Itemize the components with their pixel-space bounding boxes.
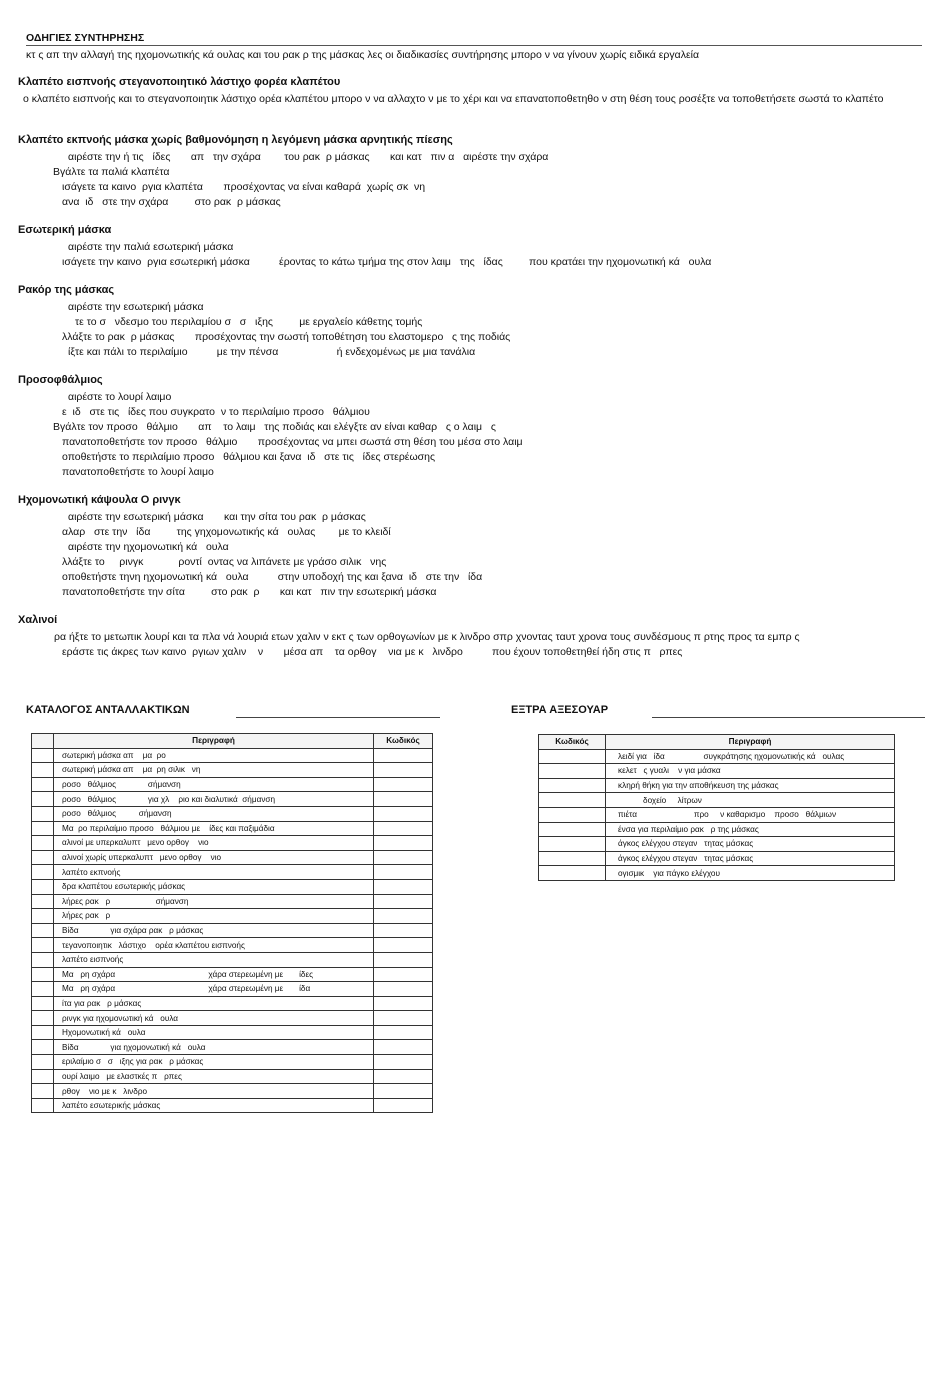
intro-text: κτ ς απ την αλλαγή της ηχομονωτικής κά ουλας και του ρακ ρ της μάσκας λες οι διαδικασίες συντήρησης μπορο ν να γίνουν χωρίς ειδικά εργαλεία [26, 49, 700, 61]
instruction-line: ε ιδ στε τις ίδες που συγκρατο ν το περιλαίμιο προσο θάλμιου [62, 406, 370, 418]
row-code [374, 1084, 433, 1099]
row-description: δοχείο λίτρων [606, 793, 895, 808]
instruction-line: αιρέστε το λουρί λαιμο [68, 391, 172, 403]
table-row [32, 1040, 433, 1055]
row-index-cell [32, 982, 54, 997]
row-description: ροσο θάλμιος για χλ ριο και διαλυτικά σήμανση [54, 792, 374, 807]
row-index-cell [32, 1055, 54, 1070]
row-description: άγκος ελέγχου στεγαν τητας μάσκας [606, 851, 895, 866]
instruction-line: Βγάλτε τον προσο θάλμιο απ το λαιμ της ποδιάς και ελέγξτε αν είναι καθαρ ς ο λαιμ ς [53, 421, 496, 433]
row-index-cell [32, 821, 54, 836]
instruction-line: πανατοποθετήστε τον προσο θάλμιο προσέχοντας να μπει σωστά στη θέση του μέσα στο λαιμ [62, 436, 523, 448]
table-row [32, 1055, 433, 1070]
row-code [374, 952, 433, 967]
table-row [32, 1084, 433, 1099]
row-code [374, 748, 433, 763]
table-row [32, 894, 433, 909]
section-title: Ρακόρ της μάσκας [18, 284, 115, 296]
section [18, 614, 933, 660]
instruction-line: ανα ιδ στε την σχάρα στο ρακ ρ μάσκας [62, 196, 281, 208]
row-code [374, 967, 433, 982]
table-row [32, 792, 433, 807]
row-code [374, 792, 433, 807]
row-code [374, 996, 433, 1011]
row-index-cell [32, 792, 54, 807]
row-index-cell [32, 777, 54, 792]
row-description: άγκος ελέγχου στεγαν τητας μάσκας [606, 837, 895, 852]
table-row [32, 777, 433, 792]
instruction-line: ίξτε και πάλι το περιλαίμιο με την πένσα ή ενδεχομένως με μια τανάλια [68, 346, 476, 358]
instruction-line: αιρέστε την εσωτερική μάσκα και την σίτα του ρακ ρ μάσκας [68, 511, 366, 523]
table-row [539, 851, 895, 866]
catalog-title-rule [236, 717, 440, 718]
row-code [539, 866, 606, 881]
row-description: ροσο θάλμιος σήμανση [54, 806, 374, 821]
row-index-cell [32, 1025, 54, 1040]
row-description: Ηχομονωτική κά ουλα [54, 1025, 374, 1040]
table-row [32, 996, 433, 1011]
row-description: κληρή θήκη για την αποθήκευση της μάσκας [606, 778, 895, 793]
row-code [374, 836, 433, 851]
instruction-line: λλάξτε το ρακ ρ μάσκας προσέχοντας την σωστή τοποθέτηση του ελαστομερο ς της ποδιάς [62, 331, 511, 343]
table-row [32, 909, 433, 924]
section [18, 224, 933, 270]
table-row [32, 821, 433, 836]
extras-code-header: Κωδικός [539, 735, 606, 750]
row-code [539, 778, 606, 793]
row-code [374, 938, 433, 953]
instruction-line: ισάγετε τα καινο ργια κλαπέτα προσέχοντας να είναι καθαρά χωρίς σκ νη [62, 181, 426, 193]
row-index-cell [32, 996, 54, 1011]
table-row [539, 793, 895, 808]
section-title: Προσοφθάλμιος [18, 374, 103, 386]
table-row [539, 778, 895, 793]
row-description: Βίδα για σχάρα ρακ ρ μάσκας [54, 923, 374, 938]
instruction-line: αιρέστε την εσωτερική μάσκα [68, 301, 204, 313]
row-code [374, 1055, 433, 1070]
row-description: αλινοί χωρίς υπερκαλυπτ μενο ορθογ νιο [54, 850, 374, 865]
row-code [539, 837, 606, 852]
row-code [374, 894, 433, 909]
table-row [32, 879, 433, 894]
table-row [32, 865, 433, 880]
row-index-cell [32, 1069, 54, 1084]
instruction-line: αιρέστε την παλιά εσωτερική μάσκα [68, 241, 234, 253]
section [18, 76, 933, 107]
row-code [374, 909, 433, 924]
row-index-cell [32, 1098, 54, 1113]
row-code [374, 777, 433, 792]
row-description: κελετ ς γυαλι ν για μάσκα [606, 764, 895, 779]
instruction-line: ρα ήξτε το μετωπικ λουρί και τα πλα νά λουριά ετων χαλιν ν εκτ ς των ορθογωνίων με κ λινδρο σπρ χνοντας ταυτ χρονα τους συνδέσμους π ρτης προς τα εμπρ ς [54, 631, 800, 643]
row-description: λειδί για ίδα συγκράτησης ηχομονωτικής κά ουλας [606, 749, 895, 764]
table-row [32, 850, 433, 865]
row-code [374, 763, 433, 778]
row-index-cell [32, 865, 54, 880]
row-description: Βίδα για ηχομονωτική κά ουλα [54, 1040, 374, 1055]
table-row [539, 822, 895, 837]
row-description: αλινοί με υπερκαλυπτ μενο ορθογ νιο [54, 836, 374, 851]
row-description: Μα ρη σχάρα χάρα στερεωμένη με ίδα [54, 982, 374, 997]
extras-table [538, 734, 895, 881]
row-description: λαπέτο εκπνοής [54, 865, 374, 880]
section [18, 134, 933, 210]
row-description: Μα ρη σχάρα χάρα στερεωμένη με ίδες [54, 967, 374, 982]
spare-parts-table [31, 733, 433, 1113]
row-description: ένσα για περιλαίμιο ρακ ρ της μάσκας [606, 822, 895, 837]
row-code [374, 850, 433, 865]
row-index-cell [32, 967, 54, 982]
table-row [32, 763, 433, 778]
section-title: Κλαπέτο εισπνοής στεγανοποιητικό λάστιχο φορέα κλαπέτου [18, 76, 341, 88]
row-index-cell [32, 1084, 54, 1099]
section-title: Κλαπέτο εκπνοής μάσκα χωρίς βαθμονόμηση η λεγόμενη μάσκα αρνητικής πίεσης [18, 134, 453, 146]
table-row [32, 982, 433, 997]
table-row [32, 1011, 433, 1026]
section [18, 494, 933, 600]
row-description: ογισμικ για πάγκο ελέγχου [606, 866, 895, 881]
row-description: ουρί λαιμο με ελαστκές π ρπες [54, 1069, 374, 1084]
row-description: Μα ρο περιλαίμιο προσο θάλμιου με ίδες και παξιμάδια [54, 821, 374, 836]
row-index-cell [32, 894, 54, 909]
instruction-line: αιρέστε την ή τις ίδες απ την σχάρα του ρακ ρ μάσκας και κατ πιν α αιρέστε την σχάρα [68, 151, 549, 163]
table-row [32, 923, 433, 938]
row-description: ρινγκ για ηχομονωτική κά ουλα [54, 1011, 374, 1026]
instruction-line: ισάγετε την καινο ργια εσωτερική μάσκα έροντας το κάτω τμήμα της στον λαιμ της ίδας που κρατάει την ηχομονωτική κά ουλα [62, 256, 712, 268]
section [18, 284, 933, 360]
row-code [374, 821, 433, 836]
table-row [32, 938, 433, 953]
page-title: ΟΔΗΓΙΕΣ ΣΥΝΤΗΡΗΣΗΣ [26, 32, 145, 44]
row-index-cell [32, 909, 54, 924]
instruction-line: ο κλαπέτο εισπνοής και το στεγανοποιητικ λάστιχο ορέα κλαπέτου μπορο ν να αλλαχτο ν με το χέρι και να επανατοποθετηθο ν στη θέση τους ροσέξτε να τοποθετήσετε σωστά το κλαπέτο [23, 93, 884, 105]
instruction-line: οποθετήστε το περιλαίμιο προσο θάλμιου και ξανα ιδ στε τις ίδες στερέωσης [62, 451, 436, 463]
row-description: σωτερική μάσκα απ μα ρο [54, 748, 374, 763]
row-description: εριλαίμιο σ σ ιξης για ρακ ρ μάσκας [54, 1055, 374, 1070]
row-description: λαπέτο εισπνοής [54, 952, 374, 967]
title-row [26, 32, 922, 46]
instruction-line: λλάξτε το ρινγκ ροντί οντας να λιπάνετε με γράσο σιλικ νης [62, 556, 387, 568]
row-description: ροσο θάλμιος σήμανση [54, 777, 374, 792]
instruction-line: Βγάλτε τα παλιά κλαπέτα [53, 166, 170, 178]
table-row [539, 866, 895, 881]
catalog-code-header: Κωδικός [374, 734, 433, 749]
section-title: Χαλινοί [18, 614, 58, 626]
extras-title: ΕΞΤΡΑ ΑΞΕΣΟΥΑΡ [511, 704, 609, 716]
extras-title-rule [652, 717, 925, 718]
table-row [32, 836, 433, 851]
row-code [374, 923, 433, 938]
row-description: λήρες ρακ ρ [54, 909, 374, 924]
section-title: Εσωτερική μάσκα [18, 224, 112, 236]
row-code [539, 851, 606, 866]
table-row [32, 952, 433, 967]
table-row [32, 1098, 433, 1113]
instruction-line: εράστε τις άκρες των καινο ργιων χαλιν ν μέσα απ τα ορθογ νια με κ λινδρο που έχουν τοποθετηθεί ήδη στις π ρπες [62, 646, 683, 658]
row-index-cell [32, 763, 54, 778]
catalog-title: ΚΑΤΑΛΟΓΟΣ ΑΝΤΑΛΛΑΚΤΙΚΩΝ [26, 704, 190, 716]
row-description: λήρες ρακ ρ σήμανση [54, 894, 374, 909]
row-code [374, 865, 433, 880]
row-description: ίτα για ρακ ρ μάσκας [54, 996, 374, 1011]
row-description: δρα κλαπέτου εσωτερικής μάσκας [54, 879, 374, 894]
row-code [374, 879, 433, 894]
table-row [32, 967, 433, 982]
table-row [539, 807, 895, 822]
instruction-line: αλαρ στε την ίδα της γηχομονωτικής κά ουλας με το κλειδί [62, 526, 391, 538]
extras-desc-header: Περιγραφή [606, 735, 895, 750]
row-index-cell [32, 836, 54, 851]
row-index-cell [32, 923, 54, 938]
row-code [374, 1025, 433, 1040]
catalog-desc-header: Περιγραφή [54, 734, 374, 749]
row-description: πιέτα προ ν καθαρισμο προσο θάλμιων [606, 807, 895, 822]
row-description: ρθογ νιο με κ λινδρο [54, 1084, 374, 1099]
table-row [539, 764, 895, 779]
row-description: τεγανοποιητικ λάστιχο ορέα κλαπέτου εισπνοής [54, 938, 374, 953]
row-index-cell [32, 938, 54, 953]
section [18, 374, 933, 480]
row-index-cell [32, 850, 54, 865]
row-code [374, 1069, 433, 1084]
row-code [539, 764, 606, 779]
table-row [32, 748, 433, 763]
row-code [374, 1040, 433, 1055]
table-row [539, 749, 895, 764]
table-row [32, 1069, 433, 1084]
row-code [539, 749, 606, 764]
row-index-cell [32, 748, 54, 763]
row-code [374, 806, 433, 821]
table-row [539, 837, 895, 852]
row-index-cell [32, 806, 54, 821]
row-description: λαπέτο εσωτερικής μάσκας [54, 1098, 374, 1113]
row-code [539, 822, 606, 837]
instruction-line: πανατοποθετήστε την σίτα στο ρακ ρ και κατ πιν την εσωτερική μάσκα [62, 586, 437, 598]
row-code [374, 1098, 433, 1113]
table-row [32, 806, 433, 821]
instruction-line: οποθετήστε τηνη ηχομονωτική κά ουλα στην υποδοχή της και ξανα ιδ στε την ίδα [62, 571, 483, 583]
row-index-cell [32, 1040, 54, 1055]
catalog-index-header [32, 734, 54, 749]
section-title: Ηχομονωτική κάψουλα Ο ρινγκ [18, 494, 181, 506]
row-code [374, 1011, 433, 1026]
instruction-line: πανατοποθετήστε το λουρί λαιμο [62, 466, 214, 478]
row-index-cell [32, 1011, 54, 1026]
instruction-line: αιρέστε την ηχομονωτική κά ουλα [68, 541, 229, 553]
row-description: σωτερική μάσκα απ μα ρη σιλικ νη [54, 763, 374, 778]
row-code [539, 807, 606, 822]
row-index-cell [32, 879, 54, 894]
row-code [539, 793, 606, 808]
table-row [32, 1025, 433, 1040]
instruction-line: τε το σ νδεσμο του περιλαμίου σ σ ιξης με εργαλείο κάθετης τομής [75, 316, 423, 328]
row-index-cell [32, 952, 54, 967]
row-code [374, 982, 433, 997]
